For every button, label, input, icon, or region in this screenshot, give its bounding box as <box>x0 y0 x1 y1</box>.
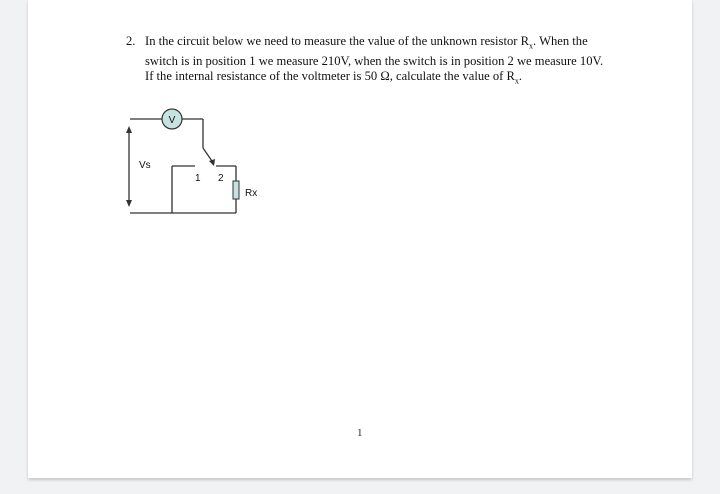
source-label: Vs <box>139 160 151 171</box>
question-text-part: . <box>518 69 523 84</box>
subscript: x <box>514 76 519 86</box>
question-number: 2. <box>126 34 136 48</box>
resistor-rx <box>233 181 239 199</box>
subscript: x <box>529 41 533 51</box>
switch-position-2: 2 <box>218 173 224 184</box>
question-text-part: . When the switch is in position 1 we measure 210V, when the switch is in position 2 we measure 10V. If the internal resistance of the voltmeter is 50 Ω, calculate the value of R <box>145 34 604 84</box>
page-number: 1 <box>357 427 363 439</box>
arrow-up-icon <box>126 126 132 133</box>
arrow-down-icon <box>126 200 132 207</box>
question-text-part: In the circuit below we need to measure the value of the unknown resistor R <box>145 34 529 48</box>
voltmeter-label: V <box>168 115 176 126</box>
switch-arrowhead <box>209 159 215 166</box>
switch-position-1: 1 <box>195 173 201 184</box>
resistor-label: Rx <box>245 188 258 199</box>
